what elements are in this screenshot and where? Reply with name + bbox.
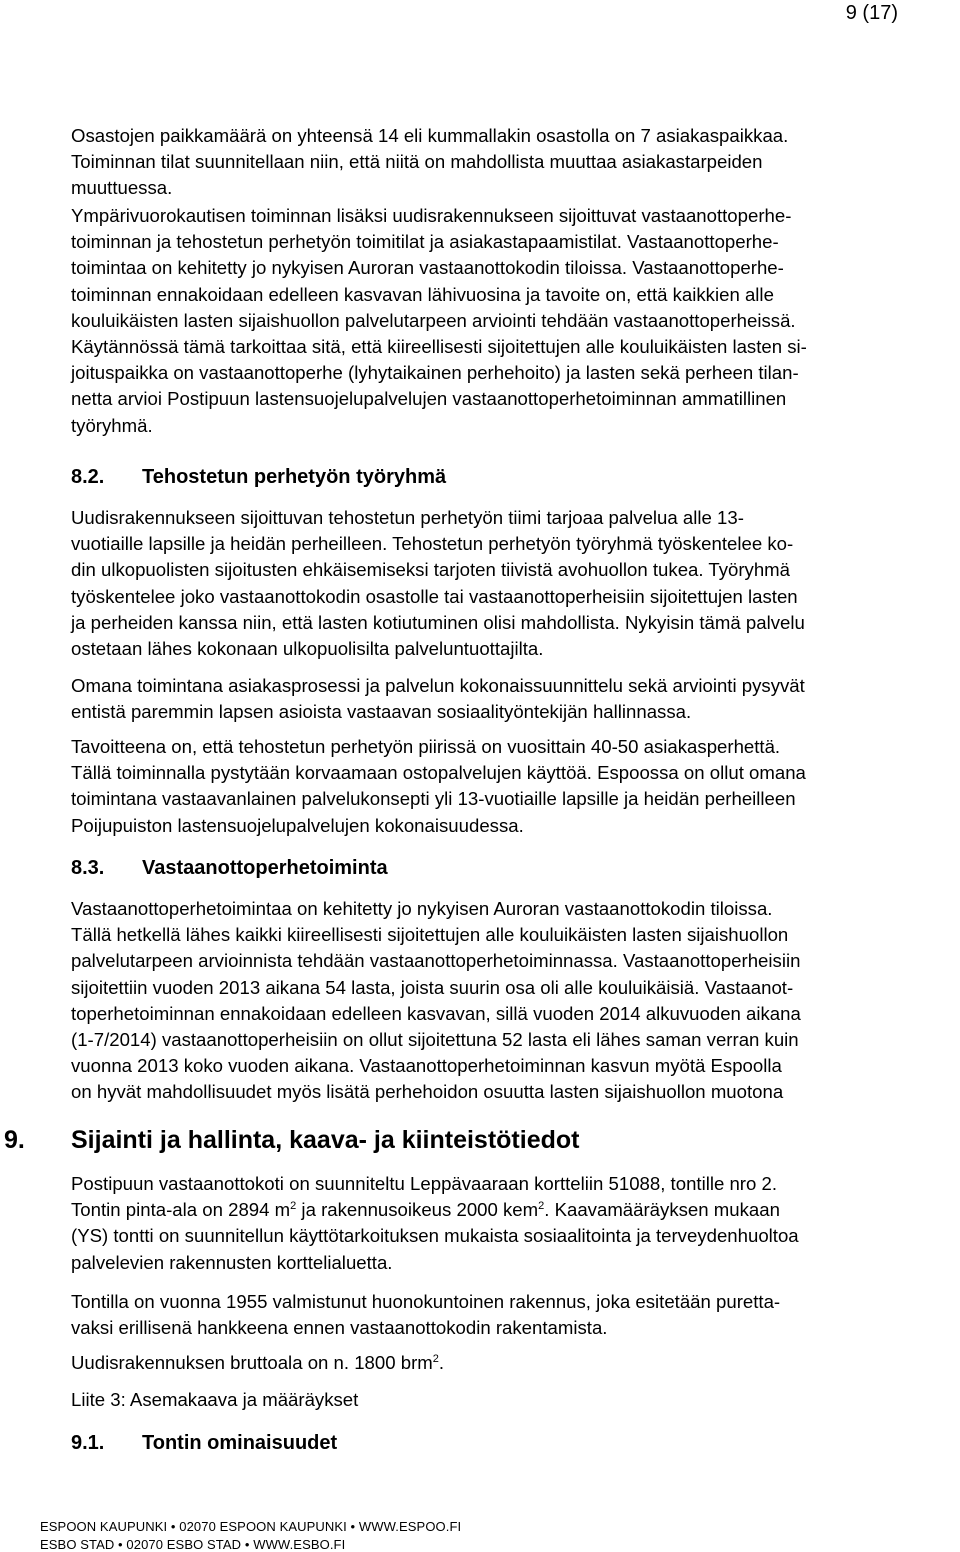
text-line: Poijupuiston lastensuojelupalvelujen kokonaisuudessa. xyxy=(71,814,524,836)
text-line: din ulkopuolisten sijoitusten ehkäisemiseksi tarjoten tiivistä avohuollon tukea. Työryhmä xyxy=(71,559,791,581)
text-line: on hyvät mahdollisuudet myös lisätä perhehoidon osuutta lasten sijaishuollon muotona xyxy=(71,1081,784,1103)
text-line: vaksi erillisenä hankkeena ennen vastaanottokodin rakentamista. xyxy=(71,1317,608,1339)
text-segment: . xyxy=(438,1352,445,1373)
text-line: Ympärivuorokautisen toiminnan lisäksi uudisrakennukseen sijoittuvat vastaanottoperhe- xyxy=(71,205,792,226)
page-number: 9 (17) xyxy=(845,2,898,24)
text-line: vuotiaille lapsille ja heidän perheilleen. Tehostetun perhetyön työryhmä työskentelee ko- xyxy=(71,533,794,555)
text-line: Osastojen paikkamäärä on yhteensä 14 eli kummallakin osastolla on 7 asiakaspaikkaa. xyxy=(71,125,789,146)
text-line: toperhetoiminnan ennakoidaan edelleen kasvavan, sillä vuoden 2014 alkuvuoden aikana xyxy=(71,1002,801,1024)
section-heading-9-1 xyxy=(71,1432,337,1455)
section-heading-9 xyxy=(0,1126,579,1155)
section-number: 9. xyxy=(4,1126,25,1154)
text-line: muuttuessa. xyxy=(71,177,173,199)
section-title: Tehostetun perhetyön työryhmä xyxy=(142,466,447,488)
text-line: Tontilla on vuonna 1955 valmistunut huonokuntoinen rakennus, joka esitetään puretta- xyxy=(71,1291,781,1312)
text-line: palvelutarpeen arvioinnista tehdään vastaanottoperhetoiminnassa. Vastaanottoperheisiin xyxy=(71,950,801,972)
text-line: toiminnan ennakoidaan edelleen kasvavan lähivuosina ja tavoite on, että kaikkien alle xyxy=(71,283,774,305)
section-8-3-paragraph-1 xyxy=(71,896,956,1106)
text-line: ja perheiden kanssa niin, että lasten kotiutuminen olisi mahdollista. Nykyisin tämä palvelu xyxy=(71,611,805,633)
text-line: entistä paremmin lapsen asioista vastaavan sosiaalityöntekijän hallinnassa. xyxy=(71,701,692,723)
text-line: sijoitettiin vuoden 2013 aikana 54 lasta, joista suurin osa oli alle kouluikäisiä. Vastaanot- xyxy=(71,976,794,998)
section-9-paragraph-3 xyxy=(71,1350,956,1376)
superscript: 2 xyxy=(432,1353,439,1365)
section-9-paragraph-2 xyxy=(71,1289,956,1341)
text-line: Postipuun vastaanottokoti on suunniteltu Leppävaaraan kortteliin 51088, tontille nro 2. xyxy=(71,1173,778,1194)
superscript: 2 xyxy=(538,1200,545,1213)
section-8-2-paragraph-2 xyxy=(71,673,956,725)
attachment-reference xyxy=(71,1387,956,1413)
footer-line-sv: ESBO STAD • 02070 ESBO STAD • WWW.ESBO.FI xyxy=(40,1537,346,1552)
section-heading-8-3 xyxy=(71,857,388,880)
text-line: (1-7/2014) vastaanottoperheisiin on ollut sijoitettuna 52 lasta eli lähes saman verran kuin xyxy=(71,1029,799,1051)
text-line: kouluikäisten lasten sijaishuollon palvelutarpeen arviointi tehdään vastaanottoperheissä. xyxy=(71,309,796,331)
text-line: palvelevien rakennusten korttelialuetta. xyxy=(71,1251,393,1273)
text-segment: Uudisrakennuksen bruttoala on n. 1800 brm xyxy=(71,1352,433,1373)
section-8-2-paragraph-3 xyxy=(71,734,956,839)
section-number: 8.2. xyxy=(71,466,105,488)
section-title: Vastaanottoperhetoiminta xyxy=(142,857,388,879)
text-line xyxy=(71,1350,956,1376)
text-line: Toiminnan tilat suunnitellaan niin, että niitä on mahdollista muuttaa asiakastarpeiden xyxy=(71,151,763,173)
section-9-paragraph-1 xyxy=(71,1171,956,1276)
text-line: (YS) tontti on suunnitellun käyttötarkoituksen mukaista sosiaalitointa ja terveydenhuoltoa xyxy=(71,1225,799,1247)
text-line: Liite 3: Asemakaava ja määräykset xyxy=(71,1389,359,1410)
section-title: Sijainti ja hallinta, kaava- ja kiinteistötiedot xyxy=(71,1126,580,1154)
section-number: 9.1. xyxy=(71,1432,105,1454)
text-line: työskentelee joko vastaanottokodin osastolle tai vastaanottoperheisiin sijoitettujen lasten xyxy=(71,585,798,607)
text-line: Tällä hetkellä lähes kaikki kiireellisesti sijoitettujen alle kouluikäisten lasten sijaishuollon xyxy=(71,924,789,946)
text-line: joituspaikka on vastaanottoperhe (lyhytaikainen perhehoito) ja lasten sekä perheen tilan- xyxy=(71,362,799,384)
intro-paragraph-2 xyxy=(71,203,956,439)
superscript: 2 xyxy=(290,1200,297,1213)
text-line: toimintaa on kehitetty jo nykyisen Auroran vastaanottokodin tiloissa. Vastaanottoperhe- xyxy=(71,257,784,279)
text-line: työryhmä. xyxy=(71,414,153,436)
intro-paragraph-1 xyxy=(71,123,956,202)
text-line: Omana toimintana asiakasprosessi ja palvelun kokonaissuunnittelu sekä arviointi pysyvät xyxy=(71,675,805,696)
text-line: Uudisrakennukseen sijoittuvan tehostetun perhetyön tiimi tarjoaa palvelua alle 13- xyxy=(71,507,744,528)
text-line: toiminnan ja tehostetun perhetyön toimitilat ja asiakastapaamistilat. Vastaanottoperhe- xyxy=(71,231,779,253)
text-line: Vastaanottoperhetoimintaa on kehitetty jo nykyisen Auroran vastaanottokodin tiloissa. xyxy=(71,898,773,919)
section-number: 8.3. xyxy=(71,857,105,879)
text-segment: Tontin pinta-ala on 2894 m xyxy=(71,1199,291,1221)
text-line: vuonna 2013 koko vuoden aikana. Vastaanottoperhetoiminnan kasvun myötä Espoolla xyxy=(71,1055,782,1077)
footer-line-fi: ESPOON KAUPUNKI • 02070 ESPOON KAUPUNKI • WWW.ESPOO.FI xyxy=(40,1519,462,1534)
text-segment: . Kaavamääräyksen mukaan xyxy=(544,1199,780,1221)
text-line: Tavoitteena on, että tehostetun perhetyön piirissä on vuosittain 40-50 asiakasperhettä. xyxy=(71,736,781,757)
text-line: toimintana vastaavanlainen palvelukonsepti yli 13-vuotiaille lapsille ja heidän perheilleen xyxy=(71,788,796,810)
section-title: Tontin ominaisuudet xyxy=(142,1432,338,1454)
text-line: Tällä toiminnalla pystytään korvaamaan ostopalvelujen käyttöä. Espoossa on ollut omana xyxy=(71,762,806,784)
section-heading-8-2 xyxy=(71,466,446,489)
text-line xyxy=(71,1197,956,1223)
text-line: ostetaan lähes kokonaan ulkopuolisilta palveluntuottajilta. xyxy=(71,638,544,660)
text-line: netta arvioi Postipuun lastensuojelupalvelujen vastaanottoperhetoiminnan ammatillinen xyxy=(71,388,787,410)
text-line: Käytännössä tämä tarkoittaa sitä, että kiireellisesti sijoitettujen alle kouluikäisten lasten si- xyxy=(71,336,807,358)
text-segment: ja rakennusoikeus 2000 kem xyxy=(296,1199,539,1221)
section-8-2-paragraph-1 xyxy=(71,505,956,662)
